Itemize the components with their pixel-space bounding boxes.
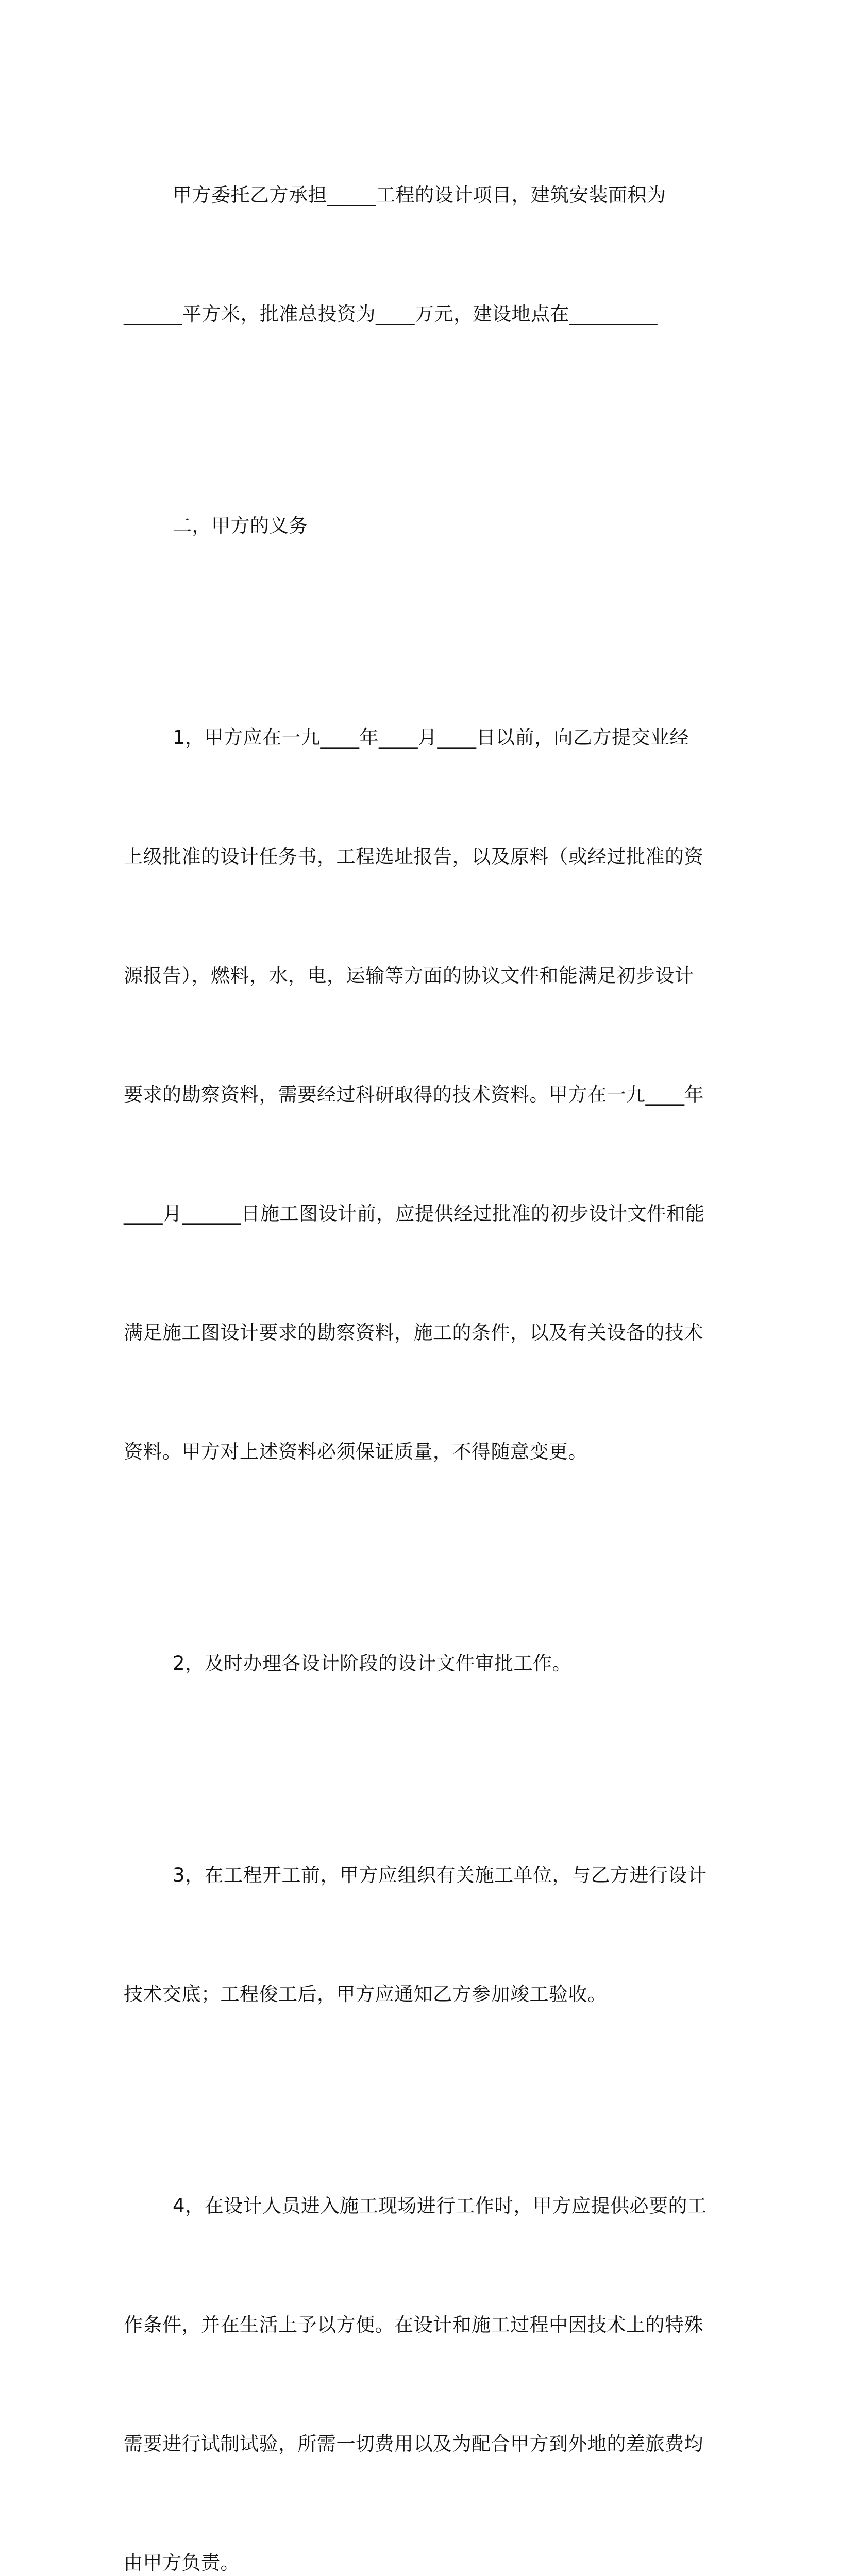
- text-line: 2，及时办理各设计阶段的设计文件审批工作。: [173, 1652, 572, 1674]
- paragraph-item-2: [124, 1564, 716, 1762]
- text-line: 1，甲方应在一九____年____月____日以前，向乙方提交业经: [173, 726, 689, 749]
- text-line: 上级批准的设计任务书，工程选址报告，以及原料（或经过批准的资: [124, 845, 703, 868]
- text-line: 甲方委托乙方承担_____工程的设计项目，建筑安装面积为: [173, 184, 666, 206]
- text-line: 满足施工图设计要求的勘察资料，施工的条件，以及有关设备的技术: [124, 1321, 703, 1344]
- paragraph-item-4: [124, 2107, 716, 2576]
- text-line: 由甲方负责。: [124, 2552, 240, 2574]
- text-line: 要求的勘察资料，需要经过科研取得的技术资料。甲方在一九____年: [124, 1083, 704, 1106]
- text-line: 技术交底；工程俊工后，甲方应通知乙方参加竣工验收。: [124, 1983, 607, 2005]
- text-line: 4，在设计人员进入施工现场进行工作时，甲方应提供必要的工: [173, 2195, 707, 2217]
- paragraph-item-3: [124, 1776, 716, 2093]
- text-line: 二，甲方的义务: [173, 515, 308, 537]
- text-line: 需要进行试制试验，所需一切费用以及为配合甲方到外地的差旅费均: [124, 2433, 703, 2455]
- text-line: ______平方米，批准总投资为____万元，建设地点在_________: [124, 303, 658, 325]
- paragraph-item-1: [124, 638, 716, 1551]
- text-line: ____月______日施工图设计前，应提供经过批准的初步设计文件和能: [124, 1202, 705, 1225]
- text-line: 作条件，并在生活上予以方便。在设计和施工过程中因技术上的特殊: [124, 2314, 703, 2336]
- text-line: 资料。甲方对上述资料必须保证质量，不得随意变更。: [124, 1440, 587, 1463]
- text-line: 3，在工程开工前，甲方应组织有关施工单位，与乙方进行设计: [173, 1864, 707, 1886]
- paragraph-project-scope: [124, 96, 716, 413]
- document-body: [124, 96, 716, 2576]
- section-heading-party-a-obligations: [124, 427, 716, 625]
- text-line: 源报告），燃料，水，电，运输等方面的协议文件和能满足初步设计: [124, 964, 694, 987]
